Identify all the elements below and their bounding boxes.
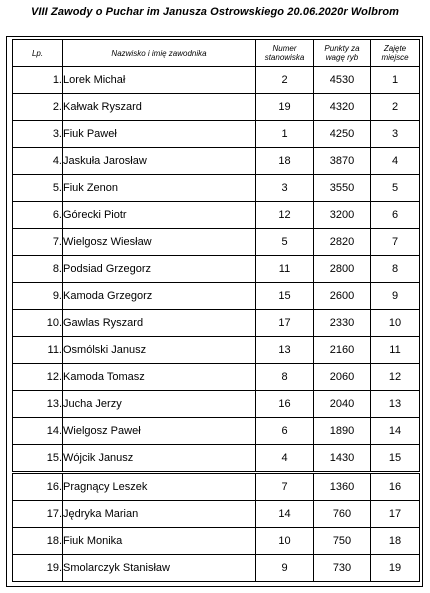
cell-lp: 15.: [13, 445, 63, 473]
cell-place: 7: [371, 229, 420, 256]
cell-place: 8: [371, 256, 420, 283]
cell-lp: 11.: [13, 337, 63, 364]
cell-place: 3: [371, 121, 420, 148]
cell-station: 2: [256, 67, 314, 94]
cell-points: 2600: [314, 283, 371, 310]
header-points-line1: Punkty za: [324, 44, 360, 53]
table-row: [13, 94, 420, 121]
cell-station: 12: [256, 202, 314, 229]
cell-points: 2820: [314, 229, 371, 256]
cell-station: 19: [256, 94, 314, 121]
header-station: [256, 40, 314, 67]
table-row: [13, 256, 420, 283]
cell-points: 4530: [314, 67, 371, 94]
cell-name: Lorek Michał: [63, 67, 256, 94]
cell-points: 3870: [314, 148, 371, 175]
header-name: Nazwisko i imię zawodnika: [63, 40, 256, 67]
cell-name: Kałwak Ryszard: [63, 94, 256, 121]
cell-lp: 9.: [13, 283, 63, 310]
cell-points: 2160: [314, 337, 371, 364]
cell-name: Kamoda Tomasz: [63, 364, 256, 391]
table-row: [13, 473, 420, 501]
cell-name: Fiuk Monika: [63, 528, 256, 555]
cell-points: 4320: [314, 94, 371, 121]
cell-points: 3200: [314, 202, 371, 229]
cell-place: 18: [371, 528, 420, 555]
cell-place: 13: [371, 391, 420, 418]
table-row: [13, 229, 420, 256]
cell-name: Podsiad Grzegorz: [63, 256, 256, 283]
cell-lp: 4.: [13, 148, 63, 175]
header-points-line2: wagę ryb: [325, 53, 359, 62]
page-title: VIII Zawody o Puchar im Janusza Ostrowskiego 20.06.2020r Wolbrom: [30, 6, 400, 18]
table-row: [13, 337, 420, 364]
table-row: [13, 202, 420, 229]
cell-lp: 16.: [13, 473, 63, 501]
cell-place: 15: [371, 445, 420, 473]
header-station-line1: Numer: [272, 44, 297, 53]
cell-name: Jaskuła Jarosław: [63, 148, 256, 175]
cell-place: 16: [371, 473, 420, 501]
header-points: [314, 40, 371, 67]
cell-station: 9: [256, 555, 314, 582]
cell-station: 17: [256, 310, 314, 337]
cell-name: Osmólski Janusz: [63, 337, 256, 364]
header-lp: Lp.: [13, 40, 63, 67]
table-row: [13, 175, 420, 202]
cell-points: 750: [314, 528, 371, 555]
table-row: [13, 391, 420, 418]
cell-place: 2: [371, 94, 420, 121]
cell-station: 10: [256, 528, 314, 555]
cell-station: 13: [256, 337, 314, 364]
table-row: [13, 121, 420, 148]
cell-station: 6: [256, 418, 314, 445]
cell-lp: 12.: [13, 364, 63, 391]
cell-lp: 1.: [13, 67, 63, 94]
cell-lp: 2.: [13, 94, 63, 121]
table-row: [13, 555, 420, 582]
cell-place: 17: [371, 501, 420, 528]
cell-station: 16: [256, 391, 314, 418]
cell-name: Wójcik Janusz: [63, 445, 256, 473]
cell-name: Jucha Jerzy: [63, 391, 256, 418]
cell-points: 730: [314, 555, 371, 582]
cell-lp: 5.: [13, 175, 63, 202]
table-row: [13, 501, 420, 528]
cell-station: 14: [256, 501, 314, 528]
table-row: [13, 445, 420, 473]
cell-points: 1430: [314, 445, 371, 473]
table-row: [13, 528, 420, 555]
cell-points: 2040: [314, 391, 371, 418]
header-station-line2: stanowiska: [264, 53, 305, 62]
cell-place: 9: [371, 283, 420, 310]
table-row: [13, 364, 420, 391]
header-place: [371, 40, 420, 67]
cell-lp: 18.: [13, 528, 63, 555]
cell-lp: 13.: [13, 391, 63, 418]
table-row: [13, 283, 420, 310]
cell-name: Kamoda Grzegorz: [63, 283, 256, 310]
cell-name: Gawlas Ryszard: [63, 310, 256, 337]
cell-station: 8: [256, 364, 314, 391]
cell-name: Pragnący Leszek: [63, 473, 256, 501]
cell-place: 12: [371, 364, 420, 391]
cell-place: 10: [371, 310, 420, 337]
cell-place: 19: [371, 555, 420, 582]
cell-station: 5: [256, 229, 314, 256]
cell-place: 5: [371, 175, 420, 202]
cell-station: 18: [256, 148, 314, 175]
cell-name: Fiuk Zenon: [63, 175, 256, 202]
cell-points: 3550: [314, 175, 371, 202]
cell-points: 2330: [314, 310, 371, 337]
cell-lp: 14.: [13, 418, 63, 445]
table-row: [13, 148, 420, 175]
table-row: [13, 67, 420, 94]
table-row: [13, 418, 420, 445]
cell-lp: 19.: [13, 555, 63, 582]
cell-points: 4250: [314, 121, 371, 148]
cell-points: 760: [314, 501, 371, 528]
cell-lp: 8.: [13, 256, 63, 283]
cell-points: 1890: [314, 418, 371, 445]
cell-place: 4: [371, 148, 420, 175]
cell-station: 15: [256, 283, 314, 310]
cell-place: 1: [371, 67, 420, 94]
cell-lp: 7.: [13, 229, 63, 256]
cell-points: 2800: [314, 256, 371, 283]
cell-place: 11: [371, 337, 420, 364]
header-place-line2: miejsce: [381, 53, 409, 62]
cell-place: 14: [371, 418, 420, 445]
results-table: [12, 39, 420, 582]
cell-station: 3: [256, 175, 314, 202]
cell-station: 7: [256, 473, 314, 501]
cell-points: 2060: [314, 364, 371, 391]
cell-name: Smolarczyk Stanisław: [63, 555, 256, 582]
cell-name: Fiuk Paweł: [63, 121, 256, 148]
cell-station: 1: [256, 121, 314, 148]
table-row: [13, 310, 420, 337]
cell-name: Górecki Piotr: [63, 202, 256, 229]
cell-lp: 10.: [13, 310, 63, 337]
cell-lp: 3.: [13, 121, 63, 148]
cell-name: Jędryka Marian: [63, 501, 256, 528]
header-row: [13, 40, 420, 67]
cell-name: Wielgosz Paweł: [63, 418, 256, 445]
cell-station: 4: [256, 445, 314, 473]
header-place-line1: Zajęte: [383, 44, 407, 53]
cell-lp: 6.: [13, 202, 63, 229]
cell-points: 1360: [314, 473, 371, 501]
cell-lp: 17.: [13, 501, 63, 528]
cell-name: Wielgosz Wiesław: [63, 229, 256, 256]
cell-station: 11: [256, 256, 314, 283]
cell-place: 6: [371, 202, 420, 229]
